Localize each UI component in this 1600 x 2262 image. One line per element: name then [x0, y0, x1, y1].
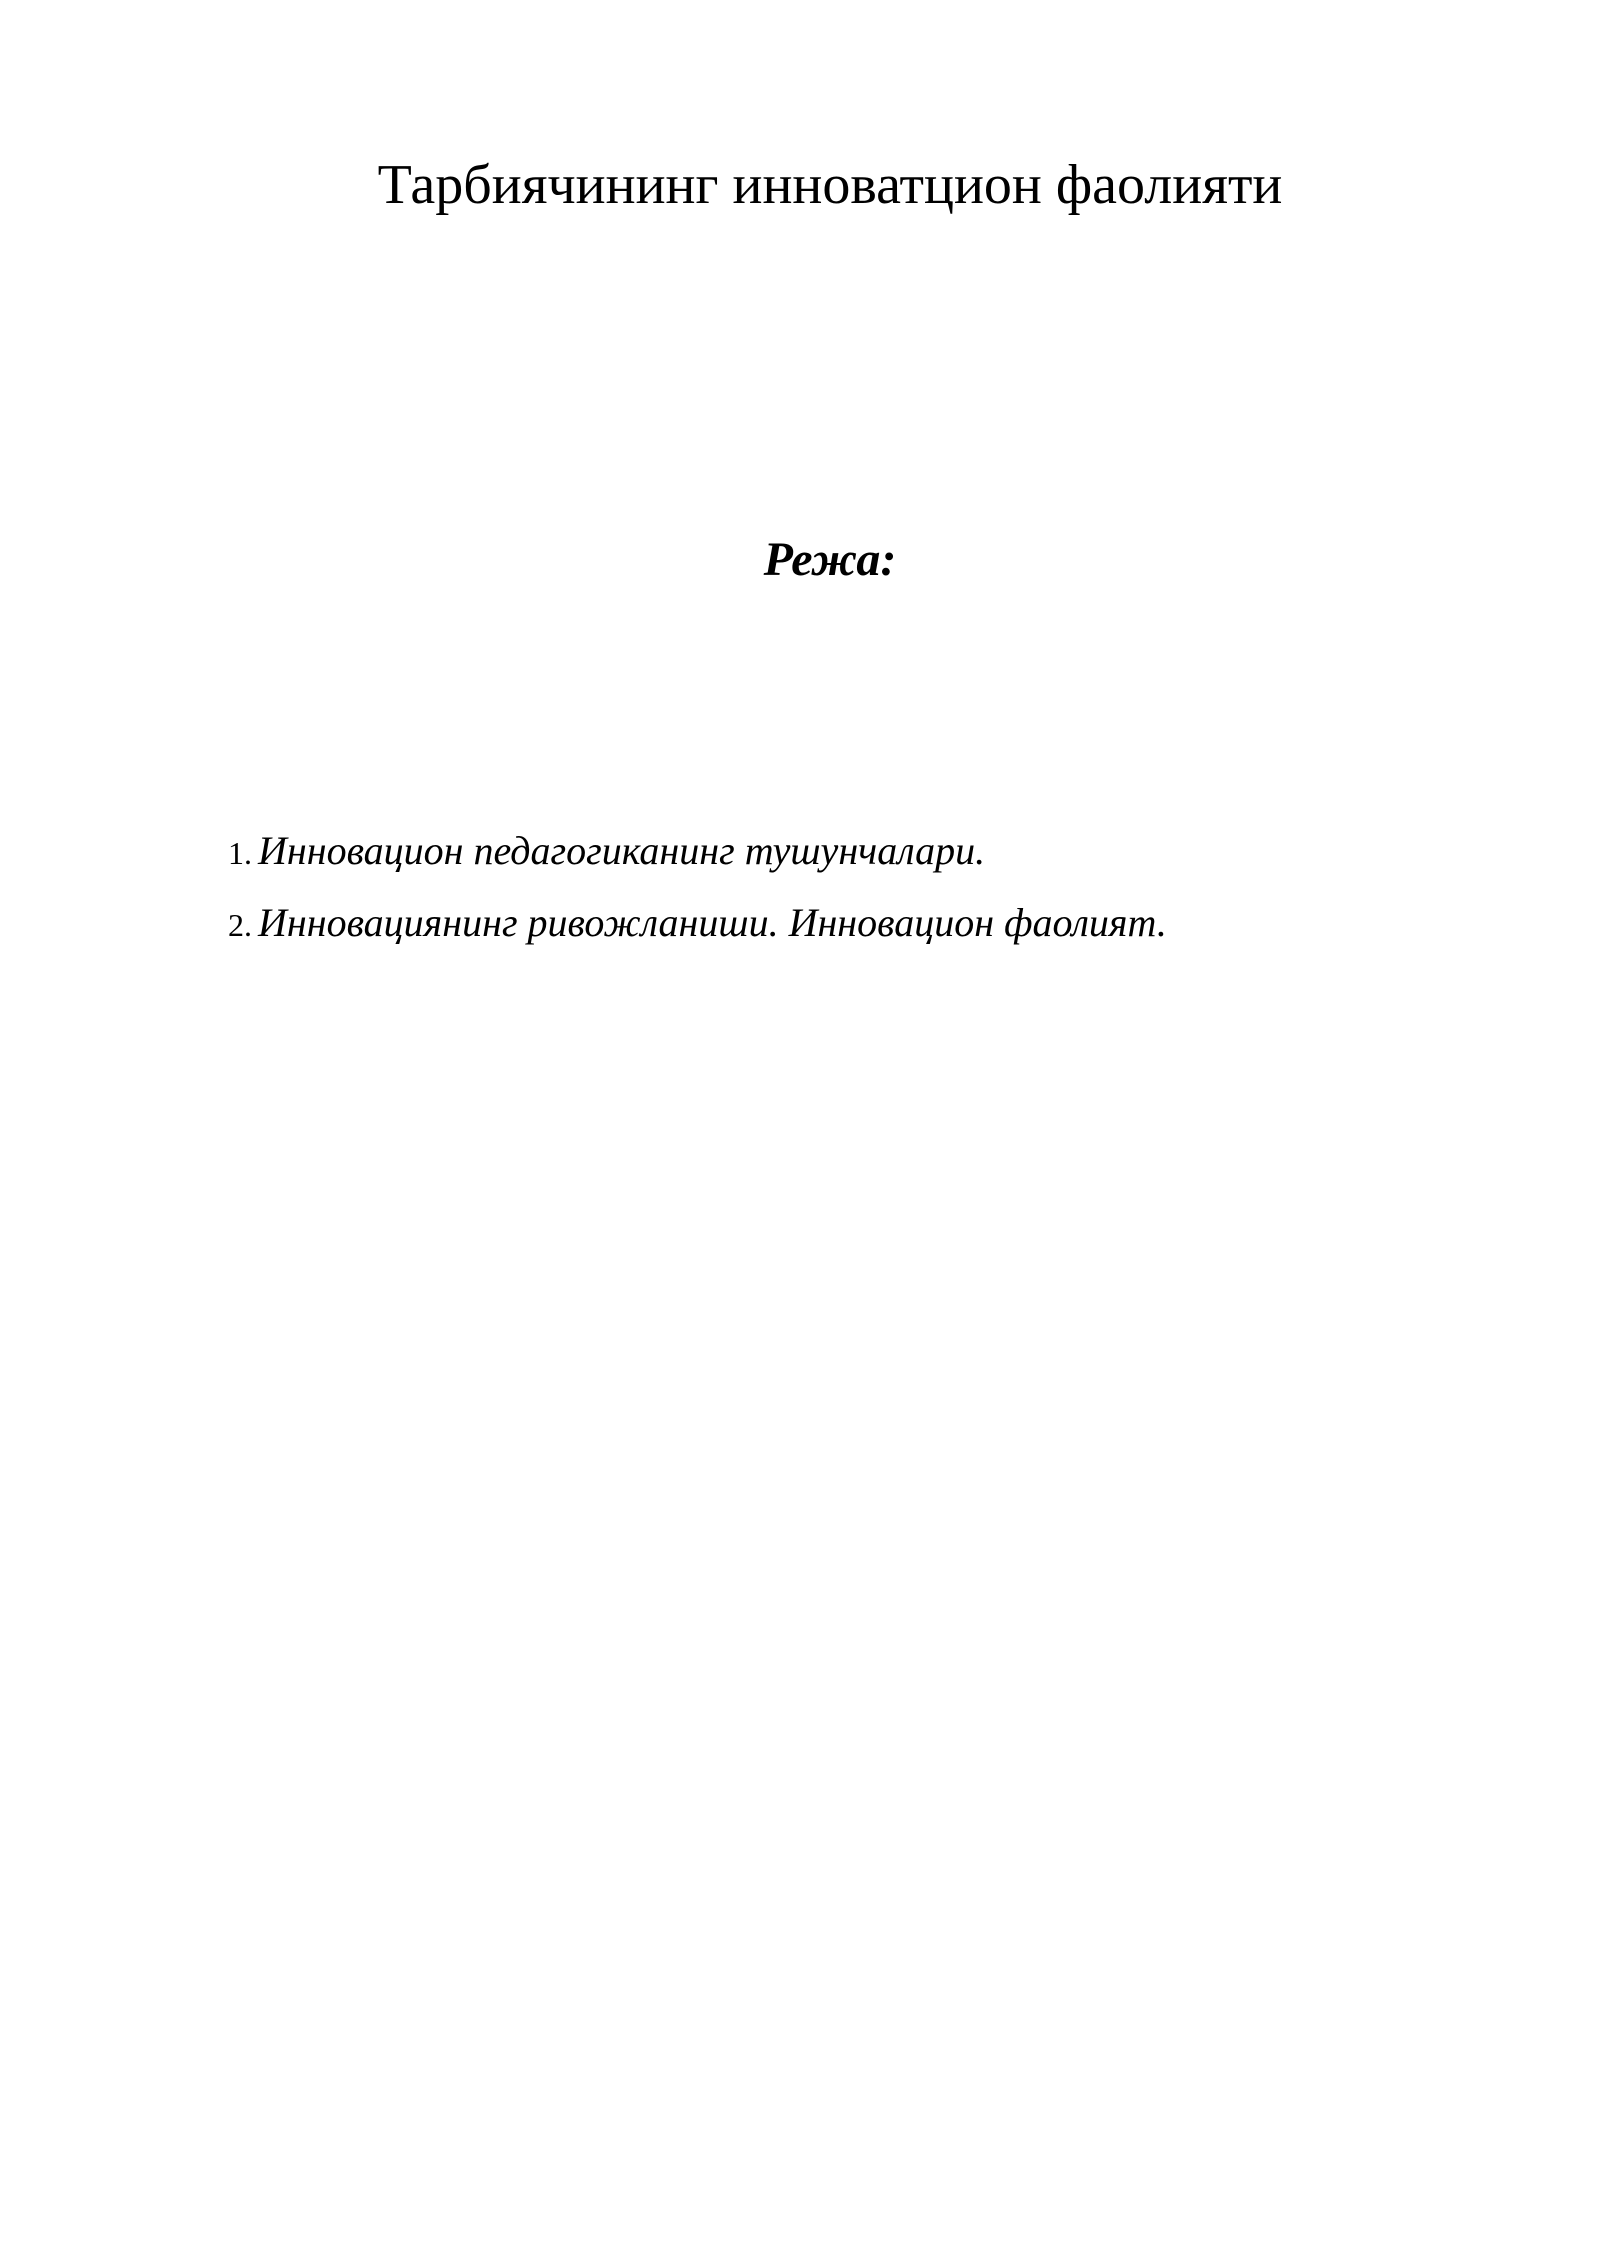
plan-item-2: [228, 898, 1167, 950]
plan-item-number: 2.: [228, 907, 252, 943]
plan-item-text: Инновацион педагогиканинг тушунчалари.: [258, 828, 986, 873]
plan-item-number: 1.: [228, 835, 252, 871]
plan-item-1: [228, 826, 1167, 878]
plan-item-text: Инновациянинг ривожланиши. Инновацион фаолият.: [258, 900, 1167, 945]
plan-list: [228, 826, 1167, 970]
document-title: Тарбиячининг инноватцион фаолияти: [377, 154, 1283, 216]
plan-heading: Режа:: [763, 533, 897, 586]
